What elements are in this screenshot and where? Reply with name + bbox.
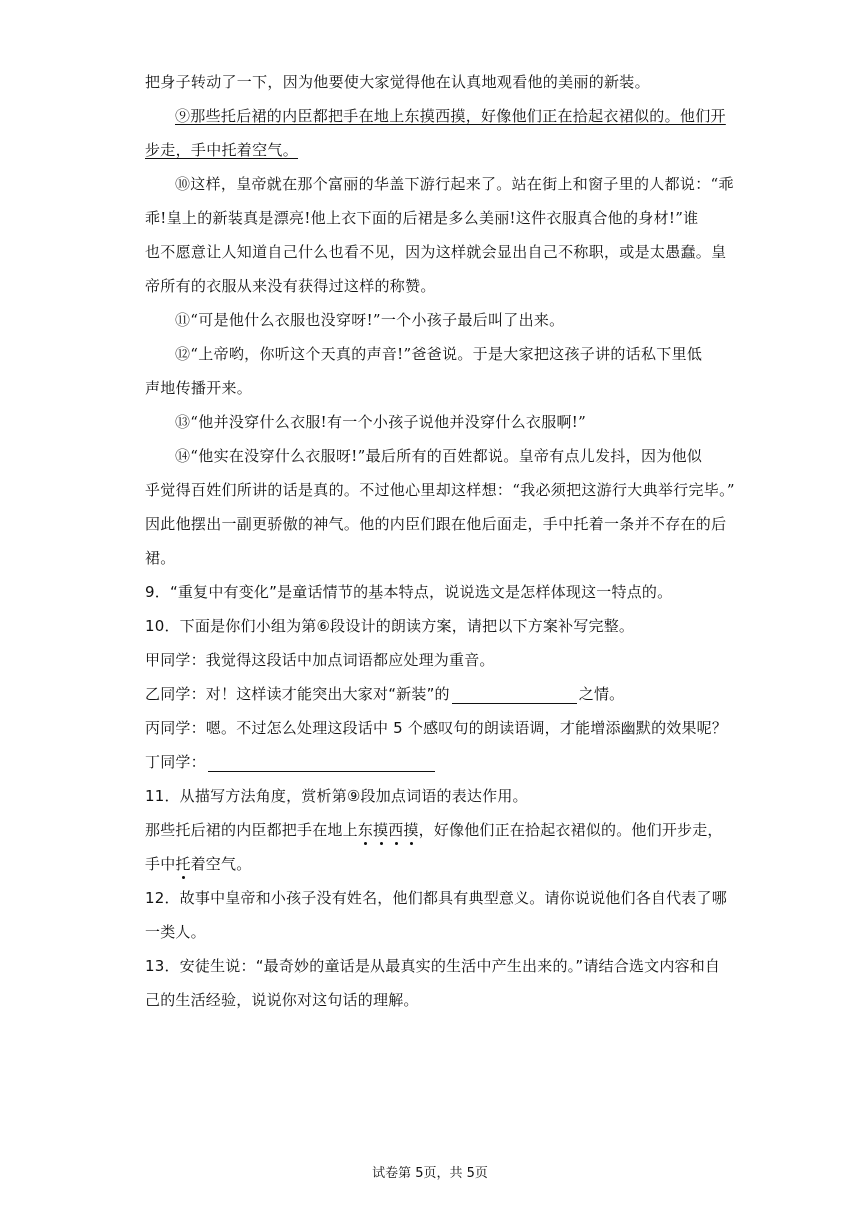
paragraph-10-line-1: ⑩这样，皇帝就在那个富丽的华盖下游行起来了。站在街上和窗子里的人都说：“乖 bbox=[175, 175, 734, 193]
paragraph-14-line-4: 裙。 bbox=[145, 549, 176, 567]
paragraph-14-line-2: 乎觉得百姓们所讲的话是真的。不过他心里却这样想：“我必须把这游行大典举行完毕。” bbox=[145, 481, 735, 499]
question-10-student-d bbox=[145, 752, 725, 772]
question-10-student-c: 丙同学：嗯。不过怎么处理这段话中 5 个感叹句的朗读语调，才能增添幽默的效果呢？ bbox=[145, 719, 728, 737]
question-10-student-b bbox=[145, 684, 725, 704]
student-b-text-after: 之情。 bbox=[578, 685, 625, 703]
paragraph-12-line-1: ⑫“上帝哟，你听这个天真的声音!”爸爸说。于是大家把这孩子讲的话私下里低 bbox=[175, 345, 703, 363]
answer-blank-short[interactable] bbox=[452, 687, 577, 704]
question-10: 10．下面是你们小组为第⑥段设计的朗读方案，请把以下方案补写完整。 bbox=[145, 617, 635, 635]
question-12-line-1: 12．故事中皇帝和小孩子没有姓名，他们都具有典型意义。请你说说他们各自代表了哪 bbox=[145, 889, 727, 907]
quote-text: 手中 bbox=[145, 855, 176, 873]
question-10-student-a: 甲同学：我觉得这段话中加点词语都应处理为重音。 bbox=[145, 651, 495, 669]
answer-blank-long[interactable] bbox=[208, 755, 435, 772]
paragraph-14-line-3: 因此他摆出一副更骄傲的神气。他的内臣们跟在他后面走，手中托着一条并不存在的后 bbox=[145, 515, 727, 533]
paragraph-12-line-2: 声地传播开来。 bbox=[145, 379, 253, 397]
paragraph-10-line-3: 也不愿意让人知道自己什么也看不见，因为这样就会显出自己不称职，或是太愚蠢。皇 bbox=[145, 243, 727, 261]
question-13-line-2: 己的生活经验，说说你对这句话的理解。 bbox=[145, 991, 419, 1009]
paragraph-10-line-2: 乖!皇上的新装真是漂亮!他上衣下面的后裙是多么美丽!这件衣服真合他的身材!”谁 bbox=[145, 209, 699, 227]
question-11-quote-line-2 bbox=[145, 854, 725, 874]
quote-text: 那些托后裙的内臣都把手在地上 bbox=[145, 821, 358, 839]
paragraph-10-line-4: 帝所有的衣服从来没有获得过这样的称赞。 bbox=[145, 277, 436, 295]
dotted-word-char: 摸 bbox=[373, 821, 389, 839]
question-12-line-2: 一类人。 bbox=[145, 923, 206, 941]
question-9: 9．“重复中有变化”是童话情节的基本特点，说说选文是怎样体现这一特点的。 bbox=[145, 583, 673, 601]
passage-line: 把身子转动了一下，因为他要使大家觉得他在认真地观看他的美丽的新装。 bbox=[145, 73, 650, 91]
student-b-text-before: 乙同学：对！这样读才能突出大家对“新装”的 bbox=[145, 685, 450, 703]
quote-text: ，好像他们正在拾起衣裙似的。他们开步走， bbox=[418, 821, 723, 839]
paragraph-14-line-1: ⑭“他实在没穿什么衣服呀!”最后所有的百姓都说。皇帝有点儿发抖，因为他似 bbox=[175, 447, 703, 465]
paragraph-11: ⑪“可是他什么衣服也没穿呀!”一个小孩子最后叫了出来。 bbox=[175, 311, 565, 329]
question-11: 11．从描写方法角度，赏析第⑨段加点词语的表达作用。 bbox=[145, 787, 528, 805]
quote-text: 着空气。 bbox=[190, 855, 252, 873]
question-13-line-1: 13．安徒生说：“最奇妙的童话是从最真实的生活中产生出来的。”请结合选文内容和自 bbox=[145, 957, 721, 975]
dotted-word-char: 东 bbox=[357, 821, 374, 839]
paragraph-9-line-2: 步走，手中托着空气。 bbox=[145, 141, 299, 159]
question-11-quote-line-1 bbox=[145, 820, 725, 840]
dotted-word-char: 托 bbox=[175, 855, 191, 873]
dotted-word-char: 摸 bbox=[403, 821, 419, 839]
student-d-label: 丁同学： bbox=[145, 753, 206, 771]
dotted-word-char: 西 bbox=[388, 821, 404, 839]
paragraph-9-line-1: ⑨那些托后裙的内臣都把手在地上东摸西摸，好像他们正在拾起衣裙似的。他们开 bbox=[175, 107, 726, 125]
paragraph-13: ⑬“他并没穿什么衣服!有一个小孩子说他并没穿什么衣服啊!” bbox=[175, 413, 587, 431]
page-footer: 试卷第 5页，共 5页 bbox=[372, 1166, 488, 1181]
